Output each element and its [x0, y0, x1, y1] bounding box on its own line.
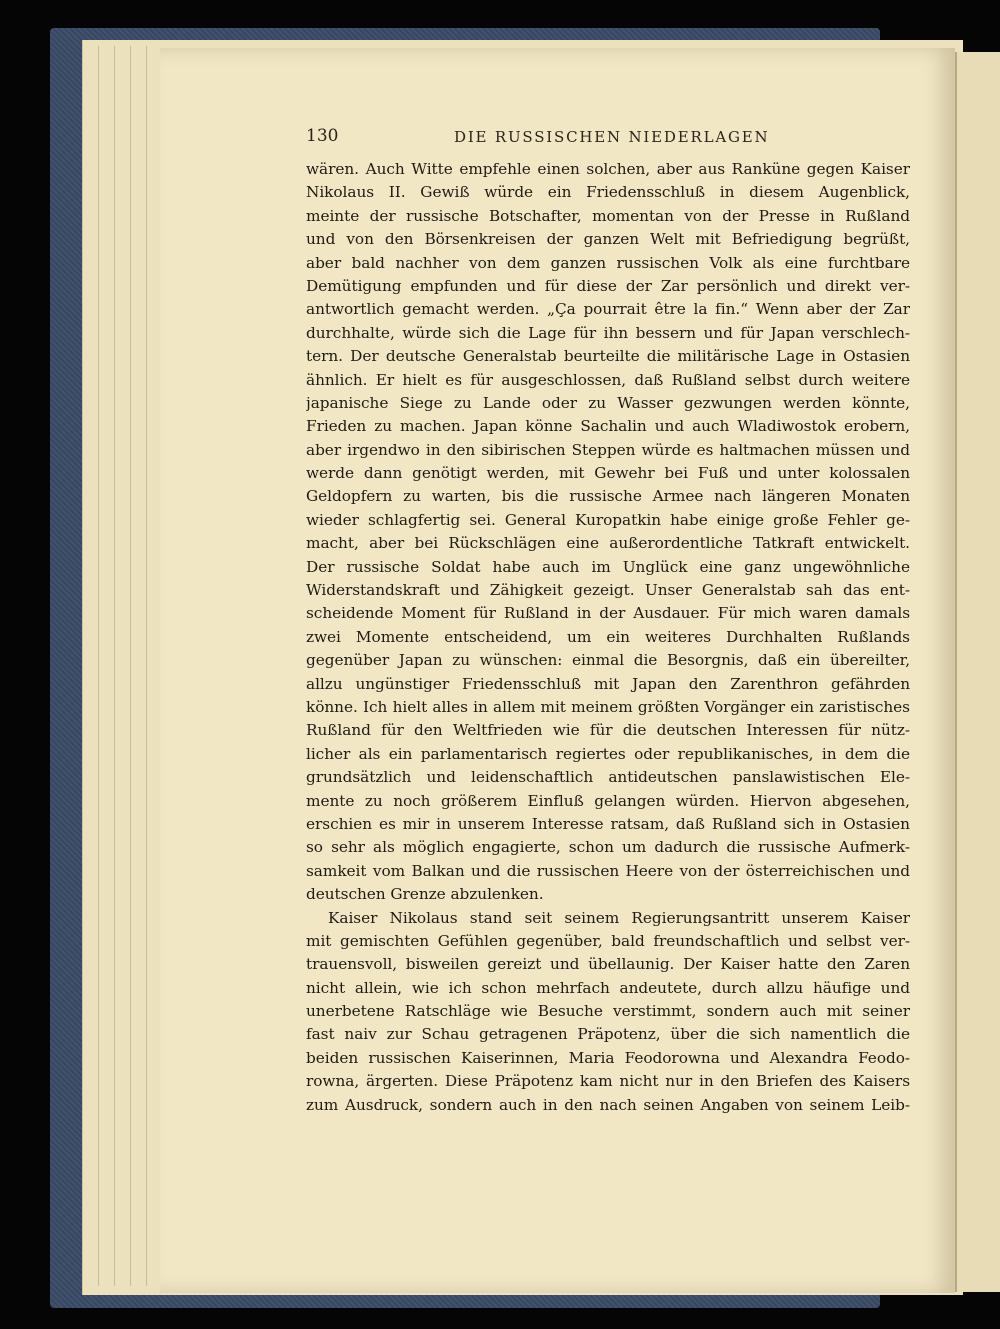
page-edge — [146, 46, 147, 1286]
text-line: Geldopfern zu warten, bis die russische Armee nach längeren Monaten — [306, 487, 910, 506]
text-line: fast naiv zur Schau getragenen Präpotenz, über die sich namentlich die — [306, 1025, 910, 1044]
text-line: mit gemischten Gefühlen gegenüber, bald freundschaftlich und selbst ver- — [306, 931, 910, 950]
text-line: allzu ungünstiger Friedensschluß mit Japan den Zarenthron gefährden — [306, 674, 910, 693]
text-line: Frieden zu machen. Japan könne Sachalin und auch Wladiwostok erobern, — [306, 417, 910, 436]
text-line: licher als ein parlamentarisch regiertes oder republikanisches, in dem die — [306, 744, 910, 763]
text-line: rowna, ärgerten. Diese Präpotenz kam nicht nur in den Briefen des Kaisers — [306, 1072, 910, 1091]
text-line: meinte der russische Botschafter, momentan von der Presse in Rußland — [306, 206, 910, 225]
text-line: zwei Momente entscheidend, um ein weiteres Durchhalten Rußlands — [306, 627, 910, 646]
right-page-fragment — [955, 52, 1000, 1292]
page-edge — [114, 46, 115, 1286]
text-line: aber irgendwo in den sibirischen Steppen würde es haltmachen müssen und — [306, 440, 910, 459]
text-line: gegenüber Japan zu wünschen: einmal die Besorgnis, daß ein übereilter, — [306, 651, 910, 670]
paragraph — [306, 158, 910, 907]
text-line: deutschen Grenze abzulenken. — [306, 885, 544, 904]
text-line: Rußland für den Weltfrieden wie für die deutschen Interessen für nütz- — [306, 721, 910, 740]
text-line: und von den Börsenkreisen der ganzen Welt mit Befriedigung begrüßt, — [306, 230, 910, 249]
text-line: Kaiser Nikolaus stand seit seinem Regierungsantritt unserem Kaiser — [328, 908, 910, 927]
text-line: samkeit vom Balkan und die russischen Heere von der österreichischen und — [306, 861, 910, 880]
running-title: DIE RUSSISCHEN NIEDERLAGEN — [454, 128, 770, 146]
text-line: macht, aber bei Rückschlägen eine außerordentliche Tatkraft entwickelt. — [306, 534, 910, 553]
text-line: wären. Auch Witte empfehle einen solchen, aber aus Rankünе gegen Kaiser — [306, 160, 910, 178]
text-line: nicht allein, wie ich schon mehrfach andeutete, durch allzu häufige und — [306, 978, 910, 997]
text-line: ähnlich. Er hielt es für ausgeschlossen, daß Rußland selbst durch weitere — [306, 370, 910, 389]
text-line: tern. Der deutsche Generalstab beurteilte die militärische Lage in Ostasien — [306, 347, 910, 366]
text-line: Der russische Soldat habe auch im Unglück eine ganz ungewöhnliche — [306, 557, 910, 576]
text-line: scheidende Moment für Rußland in der Ausdauer. Für mich waren damals — [306, 604, 910, 623]
text-line: erschien es mir in unserem Interesse ratsam, daß Rußland sich in Ostasien — [306, 814, 910, 833]
paragraph — [306, 907, 910, 1118]
text-line: werde dann genötigt werden, mit Gewehr bei Fuß und unter kolossalen — [306, 464, 910, 483]
text-line: Nikolaus II. Gewiß würde ein Friedensschluß in diesem Augenblick, — [306, 183, 910, 202]
text-line: japanische Siege zu Lande oder zu Wasser gezwungen werden könnte, — [306, 393, 910, 412]
text-line: Widerstandskraft und Zähigkeit gezeigt. Unser Generalstab sah das ent- — [306, 581, 910, 600]
text-line: so sehr als möglich engagierte, schon um dadurch die russische Aufmerk- — [306, 838, 910, 857]
text-line: könne. Ich hielt alles in allem mit meinem größten Vorgänger ein zaristisches — [306, 697, 910, 716]
text-line: trauensvoll, bisweilen gereizt und übellaunig. Der Kaiser hatte den Zaren — [306, 955, 910, 974]
body-text — [306, 158, 910, 1117]
text-line: aber bald nachher von dem ganzen russischen Volk als eine furchtbare — [306, 253, 910, 272]
text-line: wieder schlagfertig sei. General Kuropatkin habe einige große Fehler ge- — [306, 510, 910, 529]
text-line: durchhalte, würde sich die Lage für ihn bessern und für Japan verschlech- — [306, 323, 910, 342]
page-header — [306, 126, 910, 154]
text-line: zum Ausdruck, sondern auch in den nach seinen Angaben von seinem Leib- — [306, 1095, 910, 1114]
page-edge — [130, 46, 131, 1286]
text-line: grundsätzlich und leidenschaftlich antideutschen panslawistischen Ele- — [306, 768, 910, 787]
page-number: 130 — [306, 126, 339, 146]
text-line: unerbetene Ratschläge wie Besuche verstimmt, sondern auch mit seiner — [306, 1002, 910, 1021]
text-line: Demütigung empfunden und für diese der Zar persönlich und direkt ver- — [306, 276, 910, 295]
text-line: antwortlich gemacht werden. „Ça pourrait être la fin.“ Wenn aber der Zar — [306, 300, 910, 319]
page-edge — [98, 46, 99, 1286]
text-line: mente zu noch größerem Einfluß gelangen würden. Hiervon abgesehen, — [306, 791, 910, 810]
text-line: beiden russischen Kaiserinnen, Maria Feodorowna und Alexandra Feodo- — [306, 1048, 910, 1067]
